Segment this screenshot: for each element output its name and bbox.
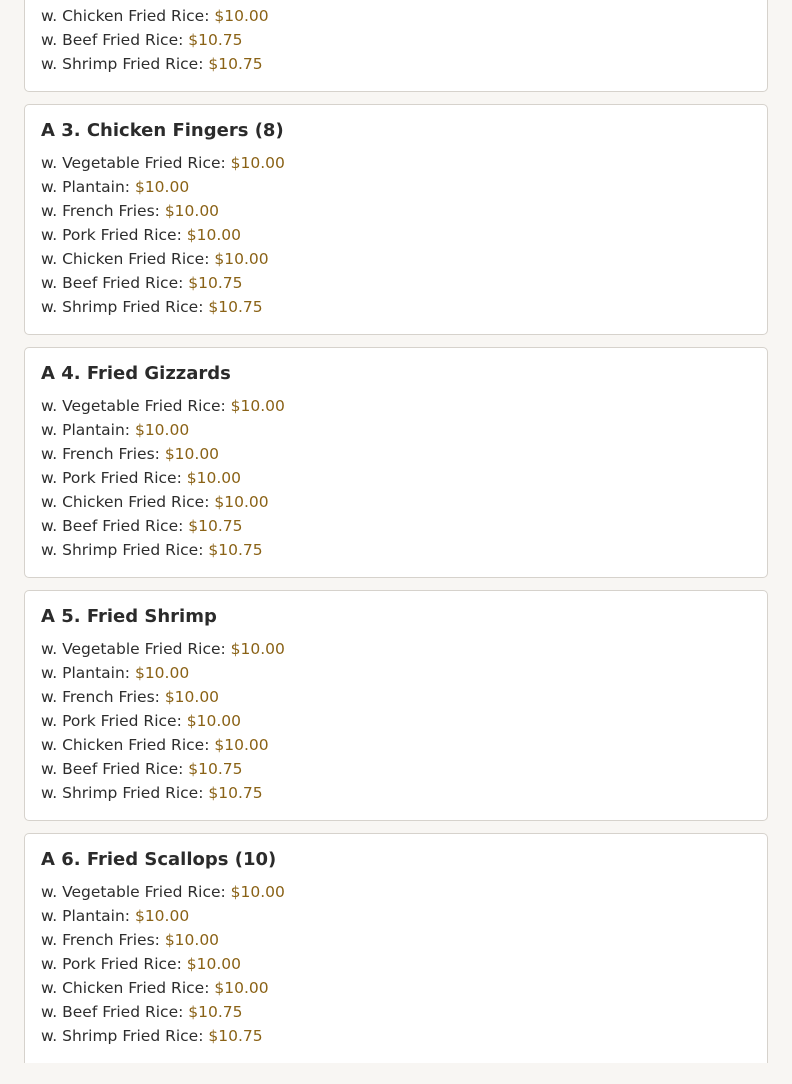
price-option [41,661,751,685]
option-label [41,0,182,1]
price-option [41,1000,751,1024]
option-label: w. Chicken Fried Rice: [41,736,210,754]
option-label: w. Chicken Fried Rice: [41,979,210,997]
price-option [41,538,751,562]
option-label: w. Pork Fried Rice: [41,226,182,244]
option-price: $10.00 [214,736,269,754]
price-option [41,199,751,223]
option-price: $10.00 [164,931,220,949]
option-price: $10.75 [188,274,243,292]
price-option [41,733,751,757]
price-option [41,247,751,271]
option-label: w. Vegetable Fried Rice: [41,154,226,172]
option-label: w. Shrimp Fried Rice: [41,1027,204,1045]
price-option [41,637,751,661]
price-option [41,514,751,538]
option-price: $10.75 [208,298,263,316]
menu-item-card [24,833,768,1063]
price-option [41,151,751,175]
option-label: w. Plantain: [41,421,131,439]
price-option [41,880,751,904]
option-label: w. Shrimp Fried Rice: [41,55,204,73]
price-option [41,466,751,490]
price-option [41,490,751,514]
price-option [41,52,751,76]
option-price: $10.75 [208,541,263,559]
option-price: $10.00 [134,178,190,196]
price-option [41,781,751,805]
option-label: w. Pork Fried Rice: [41,469,182,487]
option-label: w. Plantain: [41,907,131,925]
price-option [41,442,751,466]
option-label: w. Shrimp Fried Rice: [41,784,204,802]
option-price: $10.00 [214,493,269,511]
option-price: $10.75 [188,31,243,49]
menu-item-card [24,347,768,578]
option-price: $10.00 [164,445,220,463]
option-price: $10.75 [188,1003,243,1021]
option-label: w. Beef Fried Rice: [41,31,184,49]
option-price: $10.00 [186,469,241,487]
price-option [41,928,751,952]
option-price: $10.00 [230,397,285,415]
price-option [41,904,751,928]
option-label: w. French Fries: [41,931,160,949]
option-label: w. Chicken Fried Rice: [41,493,210,511]
price-option [41,685,751,709]
option-label: w. French Fries: [41,202,160,220]
option-label: w. Pork Fried Rice: [41,955,182,973]
option-price: $10.75 [188,517,243,535]
price-option [41,709,751,733]
option-price: $10.00 [230,640,285,658]
price-option [41,1024,751,1048]
price-option [41,952,751,976]
option-label: w. Pork Fried Rice: [41,712,182,730]
option-price: $10.00 [230,154,285,172]
option-label: w. Chicken Fried Rice: [41,250,210,268]
option-price: $10.75 [208,1027,263,1045]
price-option [41,418,751,442]
menu-item-title: A 3. Chicken Fingers (8) [41,120,284,141]
option-label: w. French Fries: [41,445,160,463]
option-label: w. Plantain: [41,178,131,196]
option-label: w. Vegetable Fried Rice: [41,883,226,901]
option-label: w. Plantain: [41,664,131,682]
option-label: w. Beef Fried Rice: [41,274,184,292]
option-price: $10.00 [134,421,190,439]
option-label: w. Vegetable Fried Rice: [41,397,226,415]
price-option [41,175,751,199]
option-price: $10.00 [214,250,269,268]
option-label: w. Beef Fried Rice: [41,760,184,778]
option-label: w. Chicken Fried Rice: [41,7,210,25]
price-option [41,295,751,319]
option-price: $10.00 [214,979,269,997]
option-label: w. Vegetable Fried Rice: [41,640,226,658]
option-price: $10.75 [208,784,263,802]
option-price: $10.00 [186,226,241,244]
price-option [41,28,751,52]
option-price: $10.00 [186,955,241,973]
option-price: $10.00 [214,7,269,25]
menu-item-title: A 5. Fried Shrimp [41,606,217,627]
menu-item-card-partial [24,0,768,92]
option-label: w. French Fries: [41,688,160,706]
menu-item-card [24,590,768,821]
option-price: $10.00 [134,907,190,925]
option-price: $10.00 [186,712,241,730]
option-label: w. Beef Fried Rice: [41,1003,184,1021]
option-price [187,0,241,1]
price-option [41,394,751,418]
option-price: $10.00 [134,664,190,682]
menu-item-card [24,104,768,335]
price-option [41,223,751,247]
option-price: $10.75 [188,760,243,778]
option-price: $10.00 [164,688,220,706]
option-label: w. Shrimp Fried Rice: [41,541,204,559]
menu-item-title: A 4. Fried Gizzards [41,363,231,384]
option-price: $10.00 [164,202,220,220]
option-label: w. Beef Fried Rice: [41,517,184,535]
price-option [41,976,751,1000]
price-option [41,4,751,28]
menu-item-title: A 6. Fried Scallops (10) [41,849,277,870]
price-option [41,271,751,295]
option-price: $10.75 [208,55,263,73]
option-price: $10.00 [230,883,285,901]
price-option [41,757,751,781]
option-label: w. Shrimp Fried Rice: [41,298,204,316]
